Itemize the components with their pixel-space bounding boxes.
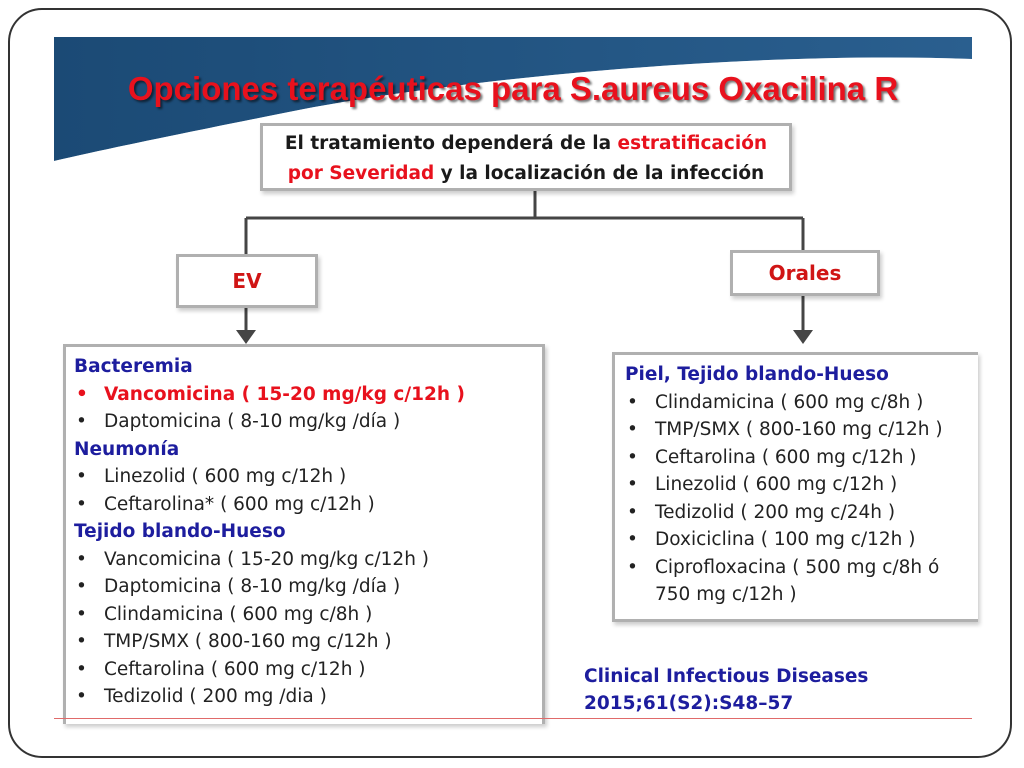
oral-branch-box <box>730 250 880 296</box>
ev-branch-box <box>176 254 318 308</box>
list-item: • Tedizolid ( 200 mg /dia ) <box>74 683 542 711</box>
list-item: • Ceftarolina* ( 600 mg c/12h ) <box>74 491 542 519</box>
citation <box>584 663 868 717</box>
list-item: • Daptomicina ( 8-10 mg/kg /día ) <box>74 408 542 436</box>
list-item: • Clindamicina ( 600 mg c/8h ) <box>625 389 978 417</box>
list-item: • Daptomicina ( 8-10 mg/kg /día ) <box>74 573 542 601</box>
oral-label: Orales <box>768 261 842 285</box>
ev-group-heading: Neumonía <box>74 438 180 460</box>
citation-volume: 2015;61(S2):S48–57 <box>584 693 794 714</box>
root-text-highlight2: por Severidad <box>287 163 435 184</box>
list-item: • TMP/SMX ( 800-160 mg c/12h ) <box>74 628 542 656</box>
oral-treatment-list <box>612 352 978 622</box>
list-item: • Ceftarolina ( 600 mg c/12h ) <box>625 444 978 472</box>
list-item: • Linezolid ( 600 mg c/12h ) <box>625 471 978 499</box>
list-item-continuation: 750 mg c/12h ) <box>655 584 797 605</box>
list-item: • Vancomicina ( 15-20 mg/kg c/12h ) <box>74 381 542 409</box>
root-text-part1: El tratamiento dependerá de la <box>284 133 618 154</box>
list-item: • TMP/SMX ( 800-160 mg c/12h ) <box>625 416 978 444</box>
list-item: • Linezolid ( 600 mg c/12h ) <box>74 463 542 491</box>
oral-group-heading: Piel, Tejido blando-Hueso <box>625 364 889 385</box>
list-item: • Vancomicina ( 15-20 mg/kg c/12h ) <box>74 546 542 574</box>
root-text-highlight1: estratificación <box>617 133 768 154</box>
ev-treatment-list <box>63 344 545 724</box>
root-text-part4: y la localización de la infección <box>434 163 765 184</box>
list-item: • Clindamicina ( 600 mg c/8h ) <box>74 601 542 629</box>
list-item: • Ciprofloxacina ( 500 mg c/8h ó <box>625 554 978 582</box>
ev-label: EV <box>232 269 262 293</box>
list-item: • Tedizolid ( 200 mg c/24h ) <box>625 499 978 527</box>
ev-group-heading: Tejido blando-Hueso <box>74 521 286 542</box>
list-item: • Ceftarolina ( 600 mg c/12h ) <box>74 656 542 684</box>
ev-group-heading: Bacteremia <box>74 356 193 377</box>
citation-journal: Clinical Infectious Diseases <box>584 666 869 687</box>
list-item: • Doxiciclina ( 100 mg c/12h ) <box>625 526 978 554</box>
root-criteria-box <box>260 123 792 191</box>
footer-divider <box>54 718 972 719</box>
slide-title: Opciones terapéuticas para S.aureus Oxacilina R <box>127 70 899 107</box>
